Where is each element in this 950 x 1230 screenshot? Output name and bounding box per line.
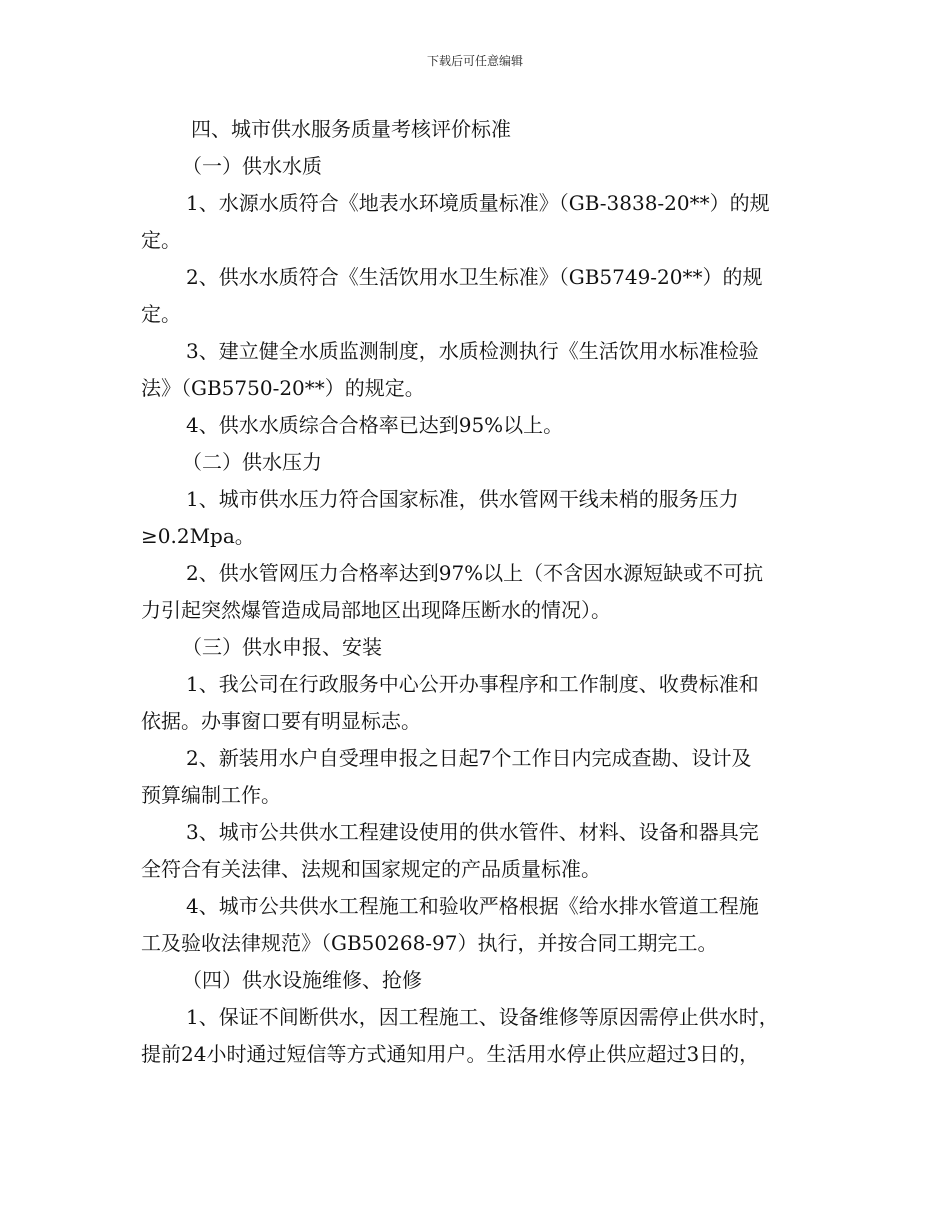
paragraph-line: 定。: [141, 302, 181, 326]
paragraph-line: 工及验收法律规范》（GB50268-97）执行，并按合同工期完工。: [141, 931, 718, 955]
paragraph-line: 法》（GB5750-20**）的规定。: [141, 376, 425, 400]
section-heading: 四、城市供水服务质量考核评价标准: [191, 117, 511, 141]
paragraph-line: 全符合有关法律、法规和国家规定的产品质量标准。: [141, 857, 601, 881]
paragraph-line: 2、供水管网压力合格率达到97%以上（不含因水源短缺或不可抗: [186, 561, 764, 585]
paragraph-line: 3、城市公共供水工程建设使用的供水管件、材料、设备和器具完: [186, 820, 759, 844]
paragraph-line: 1、我公司在行政服务中心公开办事程序和工作制度、收费标准和: [186, 672, 759, 696]
paragraph-line: 1、城市供水压力符合国家标准，供水管网干线未梢的服务压力: [186, 487, 739, 511]
paragraph-line: 4、城市公共供水工程施工和验收严格根据《给水排水管道工程施: [186, 894, 759, 918]
subsection-heading: （一）供水水质: [182, 154, 322, 178]
paragraph-line: 4、供水水质综合合格率已达到95%以上。: [186, 413, 564, 437]
paragraph-line: 2、供水水质符合《生活饮用水卫生标准》（GB5749-20**）的规: [186, 265, 763, 289]
paragraph-line: 力引起突然爆管造成局部地区出现降压断水的情况）。: [141, 598, 611, 622]
paragraph-line: 预算编制工作。: [141, 783, 281, 807]
paragraph-line: 3、建立健全水质监测制度，水质检测执行《生活饮用水标准检验: [186, 339, 759, 363]
paragraph-line: 依据。办事窗口要有明显标志。: [141, 709, 421, 733]
paragraph-line: ≥0.2Mpa。: [141, 524, 255, 548]
page-header: 下载后可任意编辑: [426, 54, 523, 68]
document-body: [141, 111, 806, 1073]
subsection-heading: （三）供水申报、安装: [182, 635, 382, 659]
subsection-heading: （四）供水设施维修、抢修: [182, 968, 422, 992]
subsection-heading: （二）供水压力: [182, 450, 322, 474]
paragraph-line: 1、保证不间断供水，因工程施工、设备维修等原因需停止供水时，: [186, 1005, 779, 1029]
paragraph-line: 1、水源水质符合《地表水环境质量标准》（GB-3838-20**）的规: [186, 191, 770, 215]
paragraph-line: 提前24小时通过短信等方式通知用户。生活用水停止供应超过3日的，: [141, 1042, 760, 1066]
paragraph-line: 定。: [141, 228, 181, 252]
paragraph-line: 2、新装用水户自受理申报之日起7个工作日内完成查勘、设计及: [186, 746, 752, 770]
